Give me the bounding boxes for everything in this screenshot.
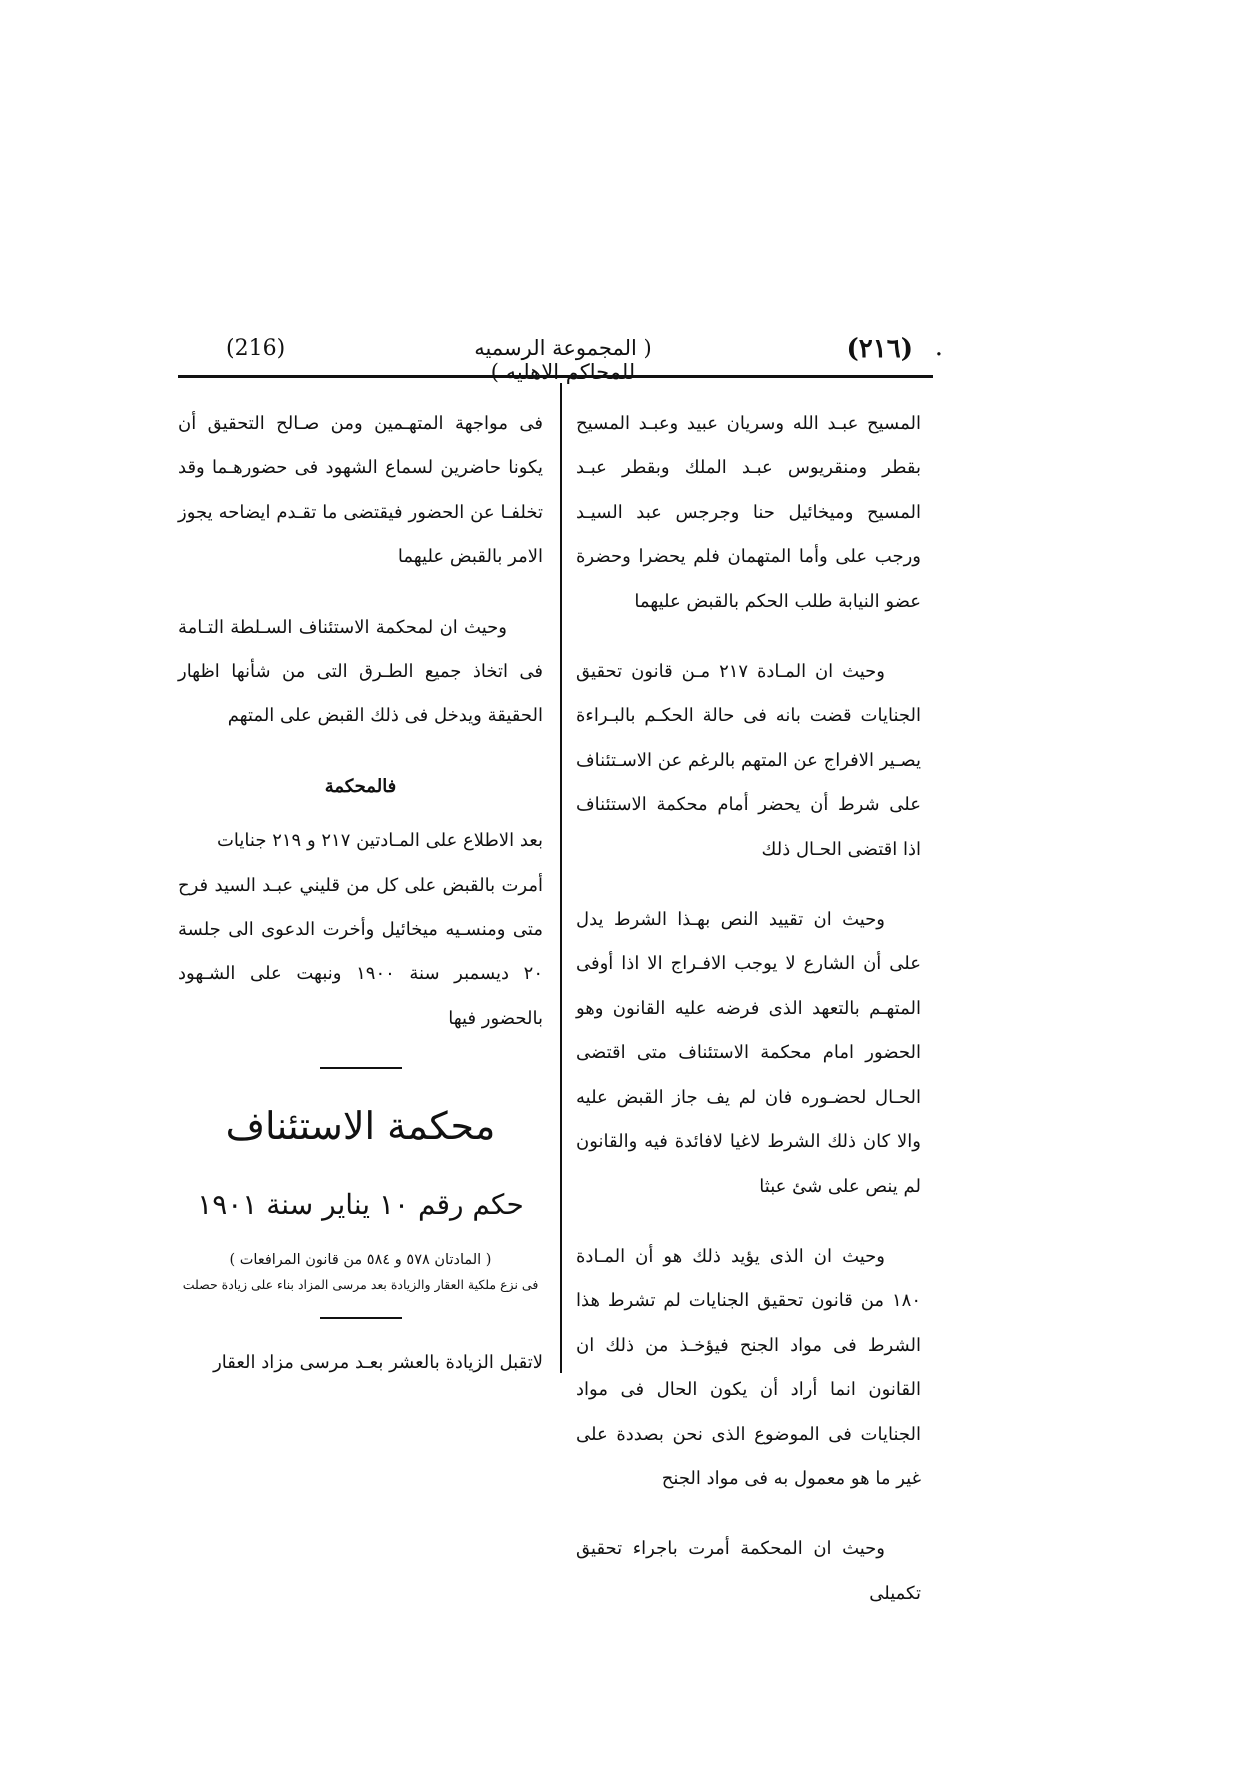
section-rule [320,1067,402,1069]
verdict-reference: بعد الاطلاع على المـادتين ٢١٧ و ٢١٩ جنايات [216,830,543,852]
running-title: ( المجموعة الرسميه للمحاكم الاهليه ) [474,336,652,384]
ruling-summary: لاتقبل الزيادة بالعشر بعـد مرسى مزاد العقار [213,1352,543,1374]
court-title: محكمة الاستئناف [225,1104,496,1149]
header-dot: . [934,332,943,362]
left-column [178,402,543,1386]
page-number-latin: (216) [226,336,286,361]
verdict-heading: فالمحكمة [324,775,397,797]
section-rule-2 [320,1317,402,1319]
articles-note: ( المادتان ٥٧٨ و ٥٨٤ من قانون المرافعات ) [229,1252,492,1269]
header-rule [178,375,933,378]
verdict-order: أمرت بالقبض على كل من قليني عبـد السيد فرح متى ومنسـيه ميخائيل وأخرت الدعوى الى جلسة ٢٠ ديسمبر سنة ١٩٠٠ ونبهت على الشـهود بالحضور فيها [178,874,544,1029]
paragraph-continuation: المسيح عبـد الله وسريان عبيد وعبـد المسيح بقطر ومنقريوس عبـد الملك وبقطر عبـد المسيح وميخائيل حنا وجرجس عبد السيـد ورجب على وأما المتهمان فلم يحضرا وحضرة عضو النيابة طلب الحكم بالقبض عليهما [576,413,921,612]
paragraph-confrontation: فى مواجهة المتهـمين ومن صـالح التحقيق أن يكونا حاضرين لسماع الشهود فى حضورهـما وقد تخلفـا عن الحضور فيقتضى ما تقـدم ايضاحه يجوز الامر بالقبض عليهما [178,413,543,568]
paragraph-condition: وحيث ان تقييد النص بهـذا الشرط يدل على أن الشارع لا يوجب الافـراج الا اذا أوفى المتهـم بالتعهد الذى فرضه عليه القانون وهو الحضور امام محكمة الاستئناف متى اقتضى الحـال لحضـوره فان لم يف جاز القبض عليه والا كان ذلك الشرط لاغيا لافائدة فيه والقانون لم ينص على شئ عبثا [576,909,921,1197]
right-column [576,402,921,1642]
page-number-arabic: (٢١٦) [846,334,913,364]
paragraph-court-authority: وحيث ان لمحكمة الاستئناف السـلطة التـامة فى اتخاذ جميع الطـرق التى من شأنها اظهار الحقيقة ويدخل فى ذلك القبض على المتهم [178,616,543,727]
paragraph-article-217: وحيث ان المـادة ٢١٧ مـن قانون تحقيق الجنايات قضت بانه فى حالة الحكـم بالبـراءة يصـير الافراج عن المتهم بالرغم عن الاسـتئناف على شرط أن يحضر أمام محكمة الاستئناف اذا اقتضى الحـال ذلك [576,661,921,860]
paragraph-investigation: وحيث ان المحكمة أمرت باجراء تحقيق تكميلى [576,1538,921,1604]
paragraph-article-180: وحيث ان الذى يؤيد ذلك هو أن المـادة ١٨٠ من قانون تحقيق الجنايات لم تشرط هذا الشرط فى مواد الجنح فيؤخـذ من ذلك ان القانون انما أراد أن يكون الحال فى مواد الجنايات فى الموضوع الذى نحن بصددة على غير ما هو معمول به فى مواد الجنح [576,1245,921,1489]
ruling-title: حكم رقم ١٠ يناير سنة ١٩٠١ [197,1188,524,1222]
subject-note: فى نزع ملكية العقار والزيادة بعد مرسى المزاد بناء على زيادة حصلت [182,1277,539,1293]
column-divider [560,383,562,1373]
